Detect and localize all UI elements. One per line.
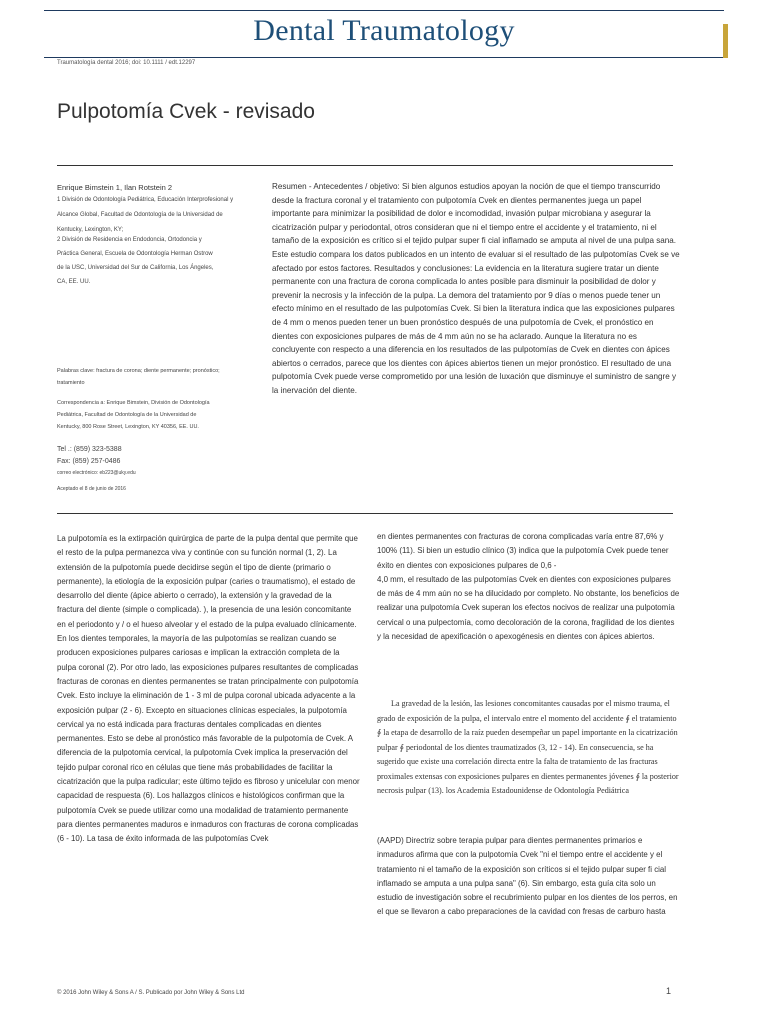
body-paragraph: en dientes permanentes con fracturas de corona complicadas varía entre 87,6% y 100% (11). Si bien un estudio clínico (3) indica que la pulpotomía Cvek puede tener éxito en dientes con exposiciones pulpares de 0,6 -	[377, 532, 669, 570]
telephone: Tel .: (859) 323-5388	[57, 446, 122, 453]
copyright-footer: © 2016 John Wiley & Sons A / S. Publicado por John Wiley & Sons Ltd	[57, 990, 245, 996]
keywords-line: Palabras clave: fractura de corona; diente permanente; pronóstico;	[57, 368, 220, 374]
affiliation-line: Alcance Global, Facultad de Odontología de la Universidad de	[57, 212, 223, 218]
accepted-date: Aceptado el 8 de junio de 2016	[57, 486, 126, 492]
correspondence-line: Correspondencia a: Enrique Bimstein, División de Odontología	[57, 400, 210, 406]
abstract: Resumen - Antecedentes / objetivo: Si bien algunos estudios apoyan la noción de que el tiempo transcurrido desde la fractura coronal y el tratamiento con pulpotomía Cvek en dientes permanentes juega un papel importante para minimizar la posibilidad de dolor e incomodidad, invasión pulpar microbiana y asegurar la cicatrización pulpar y periodontal, otros consideran que ni el tiempo entre el accidente y el tratamiento, ni el tamaño de la exposición es crítico si el tejido pulpar super fi cial inflamado se amputa al nivel de una pulpa sana. Este estudio compara los datos publicados en un intento de evaluar si el resultado de las pulpotomías Cvek se ve afectado por estos factores. Resultados y conclusiones: La evidencia en la literatura sugiere tratar un diente permanente con una fractura de corona complicada lo antes posible para disminuir la posibilidad de dolor y prevenir la necrosis y la infección de la pulpa. La demora del tratamiento por 9 días o menos puede tener un efecto mínimo en el resultado de las pulpotomías Cvek. Si bien la literatura indica que las exposiciones pulpares de 4 mm o menos pueden tener un buen pronóstico después de una pulpotomía de Cvek, el pronóstico en dientes con exposiciones pulpares de más de 4 mm aún no se ha aclarado. Aunque la literatura no es concluyente con respecto a una diferencia en los resultados de las pulpotomías de Cvek en dientes con ápices abiertos o cerrados, parece que los dientes con ápices abiertos tienen un mejor pronóstico. El resultado de una pulpotomía Cvek puede verse comprometido por una lesión de luxación que disminuye el suministro de sangre y la inervación del diente.	[272, 182, 680, 395]
body-paragraph: (AAPD) Directriz sobre terapia pulpar para dientes permanentes primarios e inmaduros afirma que con la pulpotomía Cvek "ni el tiempo entre el accidente y el tratamiento ni el tamaño de la exposición son críticos si el tejido pulpar super fi cial inflamado se amputa a una pulpa sana" (6). Sin embargo, esta guía cita solo un estudio de investigación sobre el recubrimiento pulpar en los dientes de los perros, en el que se llevaron a cabo preparaciones de la cavidad con fresas de carburo hasta	[377, 836, 678, 917]
page-number: 1	[666, 986, 672, 996]
affiliation-line: 2 División de Residencia en Endodoncia, Ortodoncia y	[57, 237, 202, 243]
journal-name: Dental Traumatology	[253, 14, 515, 47]
body-paragraph: 4,0 mm, el resultado de las pulpotomías Cvek en dientes con exposiciones pulpares de más de 4 mm aún no se ha dilucidado por completo. No obstante, los beneficios de realizar una pulpotomía Cvek superan los efectos nocivos de realizar una pulpotomía cervical o una pulpectomía, como decoloración de la corona, fragilidad de los dientes y la necesidad de apexificación o apexogénesis en dientes con ápices abiertos.	[377, 574, 680, 642]
correspondence-line: Pediátrica, Facultad de Odontología de la Universidad de	[57, 412, 197, 418]
journal-banner	[44, 10, 728, 58]
affiliation-line: Práctica General, Escuela de Odontología Herman Ostrow	[57, 251, 213, 257]
banner-top-rule	[44, 10, 724, 11]
body-column-right	[377, 530, 680, 644]
banner-accent-bar	[723, 24, 728, 58]
affiliation-line: de la USC, Universidad del Sur de California, Los Ángeles,	[57, 265, 214, 271]
article-title: Pulpotomía Cvek - revisado	[57, 100, 315, 123]
body-column-left: La pulpotomía es la extirpación quirúrgica de parte de la pulpa dental que permite que el resto de la pulpa permanezca viva y continúe con su función normal (1, 2). La extensión de la pulpotomía puede decidirse según el tipo de diente (primario o permanente), la etiología de la exposición pulpar (caries o traumatismo), el estado de desarrollo del diente (ápice abierto o cerrado), la extensión y la gravedad de la fractura del diente (simple o complicada). ), la presencia de una lesión concomitante en el periodonto y / o el hueso alveolar y el estado de la pulpa evaluado clínicamente. En los dientes temporales, la mayoría de las pulpotomías se realizan cuando se producen exposiciones pulpares cariosas e implican la extracción completa de la pulpa coronal (2). Por otro lado, las exposiciones pulpares resultantes de complicadas fracturas de coronas en dientes permanentes se tratan principalmente con pulpotomía Cvek. Esto incluye la eliminación de 1 - 3 ml de pulpa coronal ubicada adyacente a la exposición pulpar (2 - 6). Excepto en situaciones clínicas especiales, la pulpotomía cervical ya no está indicada para fracturas dentales complicadas en dientes permanentes. Esto se debe al pronóstico más favorable de la pulpotomía de Cvek. A diferencia de la pulpotomía cervical, la pulpotomía Cvek implica la preservación del tejido pulpar coronal rico en células que tiene más probabilidades de facilitar la cicatrización que la pulpa radicular; este último tejido es fibroso y unicelular con menor capacidad de respuesta (6). Los hallazgos clínicos e histológicos confirman que la pulpotomía Cvek se puede utilizar como una modalidad de tratamiento permanente para dientes permanentes maduros e inmaduros con fracturas de corona complicadas (6 - 10). La tasa de éxito informada de las pulpotomías Cvek	[57, 534, 360, 844]
abstract-divider	[57, 513, 673, 514]
banner-bottom-rule	[44, 57, 724, 58]
affiliation-line: CA, EE. UU.	[57, 279, 91, 285]
keywords-line: tratamiento	[57, 380, 85, 386]
affiliation-line: 1 División de Odontología Pediátrica, Educación Interprofesional y	[57, 197, 234, 203]
correspondence-line: Kentucky, 800 Rose Street, Lexington, KY 40356, EE. UU.	[57, 424, 199, 430]
affiliation-line: Kentucky, Lexington, KY;	[57, 227, 124, 233]
author-line: Enrique Bimstein 1, Ilan Rotstein 2	[57, 183, 173, 192]
fax: Fax: (859) 257-0486	[57, 458, 121, 465]
citation: Traumatología dental 2016; doi: 10.1111 / edt.12297	[57, 60, 196, 66]
body-paragraph-serif: La gravedad de la lesión, las lesiones concomitantes causadas por el mismo trauma, el grado de exposición de la pulpa, el intervalo entre el momento del accidente ∮ el tratamiento ∮ la etapa de desarrollo de la raíz pueden desempeñar un papel importante en la cicatrización pulpar ∮ periodontal de los dientes traumatizados (3, 12 - 14). En consecuencia, se ha sugerido que existe una correlación directa entre la falta de tratamiento de las fracturas proximales extensas con exposiciones pulpares en dientes permanentes jóvenes ∮ la posterior necrosis pulpar (13). los Academia Estadounidense de Odontología Pediátrica	[377, 699, 679, 795]
email: correo electrónico: eb223@uky.edu	[57, 470, 136, 476]
header-divider	[57, 165, 673, 166]
